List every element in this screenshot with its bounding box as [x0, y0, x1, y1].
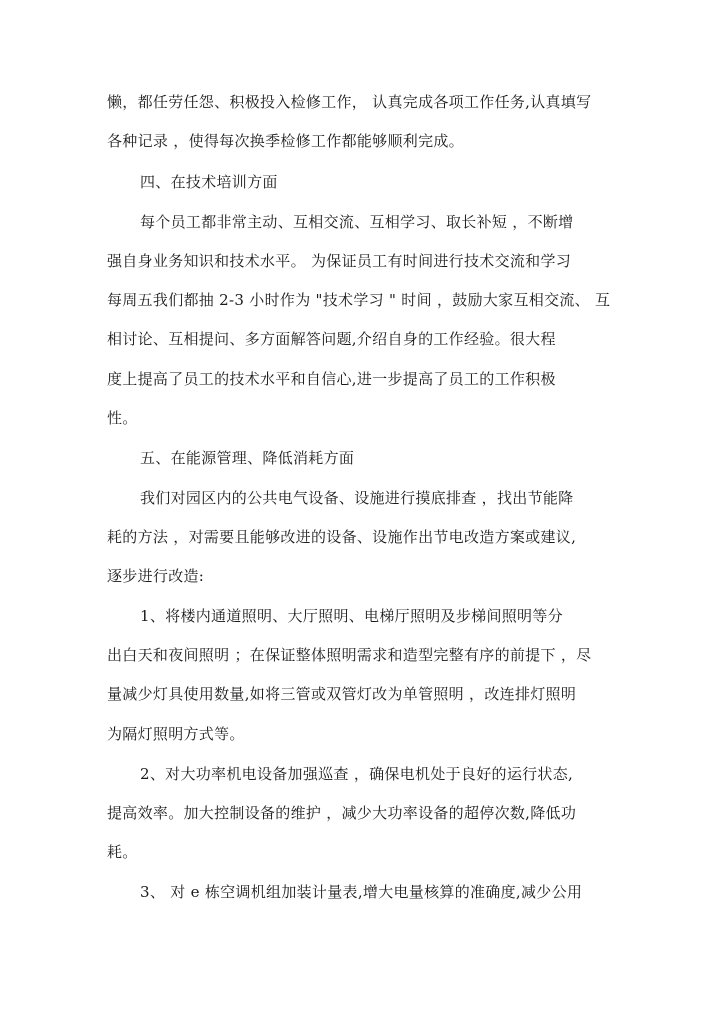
text-line: 耗。 — [107, 843, 138, 861]
list-item: 2、对大功率机电设备加强巡查 ，确保电机处于良好的运行状态, — [140, 765, 574, 783]
text-line: 我们对园区内的公共电气设备、设施进行摸底排查 ，找出节能降 — [140, 489, 574, 507]
text-line: 强自身业务知识和技术水平。 为保证员工有时间进行技术交流和学习 — [107, 252, 572, 270]
text-line: 为隔灯照明方式等。 — [107, 725, 245, 743]
text-line: 懒，都任劳任怨、积极投入检修工作， 认真完成各项工作任务,认真填写 — [107, 93, 592, 111]
text-line: 各种记录 ，使得每次换季检修工作都能够顺利完成。 — [107, 132, 464, 150]
list-item: 3、 对 e 栋空调机组加装计量表,增大电量核算的准确度,减少公用 — [140, 883, 583, 901]
text-line: 相讨论、互相提问、多方面解答问题,介绍自身的工作经验。很大程 — [107, 330, 556, 348]
list-item: 1、将楼内通道照明、大厅照明、电梯厅照明及步梯间照明等分 — [140, 607, 563, 625]
section-heading: 四、在技术培训方面 — [140, 173, 278, 191]
text-line: 提高效率。加大控制设备的维护 ，减少大功率设备的超停次数,降低功 — [107, 804, 577, 822]
text-line: 出白天和夜间照明 ；在保证整体照明需求和造型完整有序的前提下 ，尽 — [107, 646, 592, 664]
text-line: 每周五我们都抽 2-3 小时作为 "技术学习 " 时间 ，鼓励大家互相交流、 互 — [107, 291, 611, 309]
text-line: 逐步进行改造: — [107, 567, 205, 585]
text-line: 性。 — [107, 409, 138, 427]
text-line: 量减少灯具使用数量,如将三管或双管灯改为单管照明 ，改连排灯照明 — [107, 685, 577, 703]
section-heading: 五、在能源管理、降低消耗方面 — [140, 449, 355, 467]
text-line: 每个员工都非常主动、互相交流、互相学习、取长补短 ，不断增 — [140, 213, 574, 231]
text-line: 度上提高了员工的技术水平和自信心,进一步提高了员工的工作积极 — [107, 370, 556, 388]
text-line: 耗的方法 ，对需要且能够改进的设备、设施作出节电改造方案或建议, — [107, 528, 577, 546]
